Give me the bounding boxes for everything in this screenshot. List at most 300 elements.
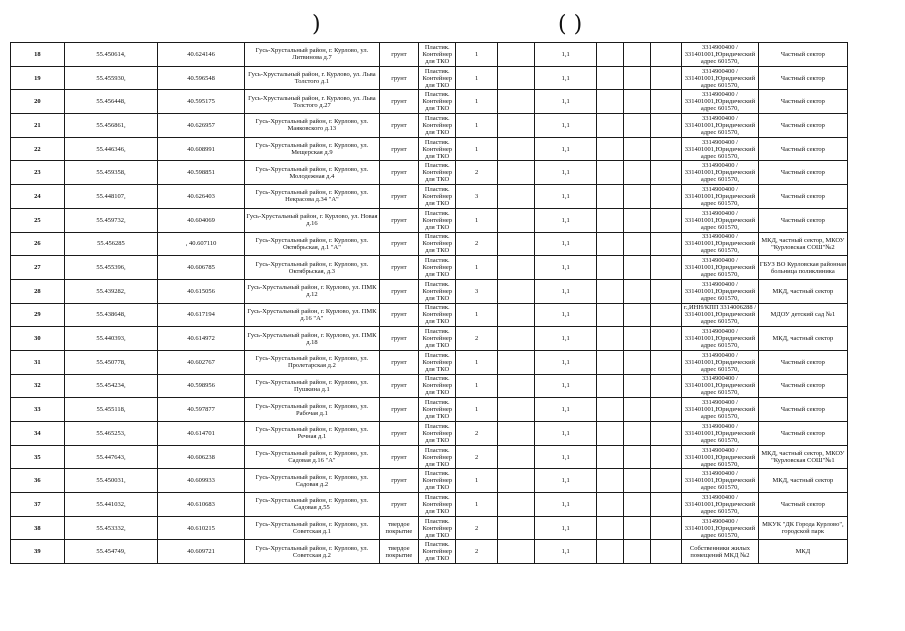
waste-source-cell: МКД, частный сектор	[758, 279, 847, 303]
empty-cell-c	[624, 208, 651, 232]
empty-cell-d	[651, 66, 682, 90]
empty-cell-b	[597, 303, 624, 327]
address-cell: Гусь-Хрустальный район, г. Курлово, ул. Пушкина д.1	[245, 374, 380, 398]
table-row	[11, 90, 848, 114]
empty-cell-b	[597, 114, 624, 138]
waste-source-cell: МКД, частный сектор	[758, 469, 847, 493]
empty-cell-d	[651, 232, 682, 256]
address-cell: Гусь-Хрустальный район, г. Курлово, ул. Октябрьская, д.3	[245, 256, 380, 280]
container-type-cell: Пластик. Контейнер для ТКО	[419, 374, 456, 398]
empty-cell-d	[651, 185, 682, 209]
container-count-cell: 1	[456, 398, 497, 422]
container-count-cell: 1	[456, 114, 497, 138]
empty-cell-c	[624, 256, 651, 280]
waste-source-cell: Частный сектор	[758, 185, 847, 209]
longitude-cell: 40.614972	[158, 327, 245, 351]
empty-cell-d	[651, 208, 682, 232]
empty-cell-b	[597, 256, 624, 280]
empty-cell-d	[651, 327, 682, 351]
surface-cell: грунт	[379, 327, 418, 351]
longitude-cell: 40.610683	[158, 493, 245, 517]
container-volume-cell: 1,1	[535, 256, 597, 280]
container-type-cell: Пластик. Контейнер для ТКО	[419, 161, 456, 185]
waste-source-cell: Частный сектор	[758, 398, 847, 422]
surface-cell: грунт	[379, 256, 418, 280]
row-number: 25	[11, 208, 65, 232]
address-cell: Гусь-Хрустальный район, г. Курлово, ул. Садовая д.2	[245, 469, 380, 493]
surface-cell: грунт	[379, 161, 418, 185]
waste-source-cell: МКД, частный сектор	[758, 327, 847, 351]
latitude-cell: 55.448107,	[64, 185, 157, 209]
container-count-cell: 1	[456, 66, 497, 90]
longitude-cell: 40.626957	[158, 114, 245, 138]
empty-cell-c	[624, 114, 651, 138]
empty-cell-d	[651, 256, 682, 280]
empty-cell-d	[651, 374, 682, 398]
address-cell: Гусь-Хрустальный район, г. Курлово, ул. Льва Толстого д.1	[245, 66, 380, 90]
empty-cell-c	[624, 161, 651, 185]
empty-cell-b	[597, 43, 624, 67]
table-row	[11, 66, 848, 90]
waste-source-cell: МКД, частный сектор, МКОУ "Курловская СОШ"№1	[758, 445, 847, 469]
container-count-cell: 2	[456, 161, 497, 185]
table-row	[11, 327, 848, 351]
container-count-cell: 2	[456, 327, 497, 351]
empty-cell-a	[497, 185, 534, 209]
address-cell: Гусь-Хрустальный район, г. Курлово, ул. Литвинова д.7	[245, 43, 380, 67]
container-volume-cell: 1,1	[535, 43, 597, 67]
waste-source-cell: МКД, частный сектор, МКОУ "Курловская СОШ"№2	[758, 232, 847, 256]
empty-cell-b	[597, 66, 624, 90]
scan-mark-right: ( )	[558, 12, 583, 37]
surface-cell: грунт	[379, 114, 418, 138]
empty-cell-c	[624, 303, 651, 327]
address-cell: Гусь-Хрустальный район, г. Курлово, ул. Речная д.1	[245, 422, 380, 446]
empty-cell-b	[597, 422, 624, 446]
container-count-cell: 1	[456, 43, 497, 67]
table-row	[11, 161, 848, 185]
longitude-cell: 40.606238	[158, 445, 245, 469]
container-volume-cell: 1,1	[535, 327, 597, 351]
container-type-cell: Пластик. Контейнер для ТКО	[419, 185, 456, 209]
container-count-cell: 2	[456, 422, 497, 446]
container-type-cell: Пластик. Контейнер для ТКО	[419, 493, 456, 517]
container-type-cell: Пластик. Контейнер для ТКО	[419, 398, 456, 422]
empty-cell-a	[497, 422, 534, 446]
empty-cell-b	[597, 208, 624, 232]
table-row	[11, 398, 848, 422]
table-row	[11, 114, 848, 138]
table-row	[11, 540, 848, 564]
address-cell: Гусь-Хрустальный район, г. Курлово, ул. Советская д.1	[245, 516, 380, 540]
address-cell: Гусь-Хрустальный район, г. Курлово, ул. Льва Толстого д.27	[245, 90, 380, 114]
longitude-cell: 40.598956	[158, 374, 245, 398]
owner-cell: 3314900400 / 331401001,Юридический адрес 601570,	[682, 422, 759, 446]
latitude-cell: 55.447643,	[64, 445, 157, 469]
empty-cell-c	[624, 469, 651, 493]
waste-source-cell: Частный сектор	[758, 208, 847, 232]
latitude-cell: 55.453332,	[64, 516, 157, 540]
container-count-cell: 3	[456, 279, 497, 303]
empty-cell-a	[497, 137, 534, 161]
empty-cell-d	[651, 114, 682, 138]
latitude-cell: 55.465253,	[64, 422, 157, 446]
table-row	[11, 185, 848, 209]
row-number: 20	[11, 90, 65, 114]
empty-cell-d	[651, 350, 682, 374]
latitude-cell: 55.455930,	[64, 66, 157, 90]
owner-cell: г.,ИНН/КПП 3314006288 / 331401001,Юридический адрес 601570,	[682, 303, 759, 327]
latitude-cell: 55.455118,	[64, 398, 157, 422]
address-cell: Гусь-Хрустальный район, г. Курлово, ул. Новая д.16	[245, 208, 380, 232]
container-volume-cell: 1,1	[535, 469, 597, 493]
owner-cell: 3314900400 / 331401001,Юридический адрес 601570,	[682, 161, 759, 185]
owner-cell: 3314900400 / 331401001,Юридический адрес 601570,	[682, 374, 759, 398]
container-volume-cell: 1,1	[535, 303, 597, 327]
waste-sites-table	[10, 42, 848, 564]
surface-cell: грунт	[379, 350, 418, 374]
container-type-cell: Пластик. Контейнер для ТКО	[419, 445, 456, 469]
longitude-cell: 40.609933	[158, 469, 245, 493]
empty-cell-c	[624, 327, 651, 351]
row-number: 23	[11, 161, 65, 185]
container-volume-cell: 1,1	[535, 279, 597, 303]
surface-cell: грунт	[379, 445, 418, 469]
waste-source-cell: МКУК "ДК Города Курлово", городской парк	[758, 516, 847, 540]
latitude-cell: 55.450614,	[64, 43, 157, 67]
container-volume-cell: 1,1	[535, 232, 597, 256]
latitude-cell: 55.439282,	[64, 279, 157, 303]
longitude-cell: 40.614701	[158, 422, 245, 446]
surface-cell: грунт	[379, 422, 418, 446]
latitude-cell: 55.446346,	[64, 137, 157, 161]
surface-cell: грунт	[379, 374, 418, 398]
empty-cell-c	[624, 445, 651, 469]
owner-cell: 3314900400 / 331401001,Юридический адрес 601570,	[682, 256, 759, 280]
empty-cell-a	[497, 374, 534, 398]
address-cell: Гусь-Хрустальный район, г. Курлово, ул. Мещерская д.9	[245, 137, 380, 161]
empty-cell-d	[651, 445, 682, 469]
container-count-cell: 3	[456, 185, 497, 209]
table-row	[11, 137, 848, 161]
empty-cell-b	[597, 279, 624, 303]
empty-cell-b	[597, 350, 624, 374]
empty-cell-c	[624, 422, 651, 446]
empty-cell-b	[597, 398, 624, 422]
empty-cell-a	[497, 398, 534, 422]
container-count-cell: 2	[456, 516, 497, 540]
waste-source-cell: Частный сектор	[758, 66, 847, 90]
empty-cell-b	[597, 469, 624, 493]
empty-cell-c	[624, 540, 651, 564]
empty-cell-a	[497, 350, 534, 374]
waste-source-cell: Частный сектор	[758, 90, 847, 114]
latitude-cell: 55.456285	[64, 232, 157, 256]
address-cell: Гусь-Хрустальный район, г. Курлово, ул. Молодежная д.4	[245, 161, 380, 185]
empty-cell-a	[497, 516, 534, 540]
row-number: 26	[11, 232, 65, 256]
latitude-cell: 55.459358,	[64, 161, 157, 185]
longitude-cell: 40.615056	[158, 279, 245, 303]
empty-cell-d	[651, 90, 682, 114]
container-type-cell: Пластик. Контейнер для ТКО	[419, 137, 456, 161]
address-cell: Гусь-Хрустальный район, г. Курлово, ул. Маяковского д.13	[245, 114, 380, 138]
surface-cell: грунт	[379, 232, 418, 256]
container-count-cell: 2	[456, 540, 497, 564]
surface-cell: грунт	[379, 90, 418, 114]
container-type-cell: Пластик. Контейнер для ТКО	[419, 90, 456, 114]
table-row	[11, 445, 848, 469]
address-cell: Гусь-Хрустальный район, г. Курлово, ул. Садовая д.16 "А"	[245, 445, 380, 469]
empty-cell-b	[597, 374, 624, 398]
empty-cell-b	[597, 445, 624, 469]
empty-cell-b	[597, 232, 624, 256]
container-type-cell: Пластик. Контейнер для ТКО	[419, 350, 456, 374]
address-cell: Гусь-Хрустальный район, г. Курлово, ул. Октябрьская, д.1 "А"	[245, 232, 380, 256]
empty-cell-c	[624, 279, 651, 303]
container-count-cell: 1	[456, 208, 497, 232]
empty-cell-c	[624, 43, 651, 67]
empty-cell-d	[651, 469, 682, 493]
surface-cell: грунт	[379, 208, 418, 232]
empty-cell-c	[624, 516, 651, 540]
owner-cell: Собственники жилых помещений МКД №2	[682, 540, 759, 564]
address-cell: Гусь-Хрустальный район, г. Курлово, ул. Некрасова д.34 "А"	[245, 185, 380, 209]
surface-cell: грунт	[379, 66, 418, 90]
container-volume-cell: 1,1	[535, 516, 597, 540]
owner-cell: 3314900400 / 331401001,Юридический адрес 601570,	[682, 208, 759, 232]
longitude-cell: 40.596548	[158, 66, 245, 90]
empty-cell-c	[624, 493, 651, 517]
empty-cell-c	[624, 232, 651, 256]
container-type-cell: Пластик. Контейнер для ТКО	[419, 114, 456, 138]
empty-cell-d	[651, 161, 682, 185]
table-row	[11, 374, 848, 398]
longitude-cell: 40.598851	[158, 161, 245, 185]
container-count-cell: 2	[456, 445, 497, 469]
row-number: 31	[11, 350, 65, 374]
empty-cell-b	[597, 90, 624, 114]
container-volume-cell: 1,1	[535, 161, 597, 185]
container-count-cell: 1	[456, 137, 497, 161]
longitude-cell: 40.595175	[158, 90, 245, 114]
container-type-cell: Пластик. Контейнер для ТКО	[419, 43, 456, 67]
address-cell: Гусь-Хрустальный район, г. Курлово, ул. Советская д.2	[245, 540, 380, 564]
row-number: 33	[11, 398, 65, 422]
surface-cell: грунт	[379, 137, 418, 161]
empty-cell-b	[597, 516, 624, 540]
owner-cell: 3314900400 / 331401001,Юридический адрес 601570,	[682, 137, 759, 161]
container-volume-cell: 1,1	[535, 398, 597, 422]
row-number: 32	[11, 374, 65, 398]
container-count-cell: 1	[456, 350, 497, 374]
latitude-cell: 55.450031,	[64, 469, 157, 493]
empty-cell-c	[624, 137, 651, 161]
waste-source-cell: Частный сектор	[758, 137, 847, 161]
container-count-cell: 2	[456, 232, 497, 256]
container-type-cell: Пластик. Контейнер для ТКО	[419, 303, 456, 327]
latitude-cell: 55.456861,	[64, 114, 157, 138]
empty-cell-a	[497, 90, 534, 114]
container-type-cell: Пластик. Контейнер для ТКО	[419, 208, 456, 232]
table-row	[11, 350, 848, 374]
longitude-cell: 40.604069	[158, 208, 245, 232]
surface-cell: грунт	[379, 185, 418, 209]
container-count-cell: 1	[456, 256, 497, 280]
waste-source-cell: Частный сектор	[758, 161, 847, 185]
owner-cell: 3314900400 / 331401001,Юридический адрес 601570,	[682, 350, 759, 374]
empty-cell-a	[497, 232, 534, 256]
container-type-cell: Пластик. Контейнер для ТКО	[419, 256, 456, 280]
row-number: 28	[11, 279, 65, 303]
longitude-cell: 40.617194	[158, 303, 245, 327]
empty-cell-b	[597, 185, 624, 209]
latitude-cell: 55.441032,	[64, 493, 157, 517]
row-number: 29	[11, 303, 65, 327]
latitude-cell: 55.454749,	[64, 540, 157, 564]
row-number: 27	[11, 256, 65, 280]
surface-cell: грунт	[379, 398, 418, 422]
owner-cell: 3314900400 / 331401001,Юридический адрес 601570,	[682, 493, 759, 517]
empty-cell-d	[651, 279, 682, 303]
longitude-cell: 40.608991	[158, 137, 245, 161]
table-row	[11, 516, 848, 540]
container-volume-cell: 1,1	[535, 493, 597, 517]
container-volume-cell: 1,1	[535, 208, 597, 232]
waste-source-cell: Частный сектор	[758, 43, 847, 67]
address-cell: Гусь-Хрустальный район, г. Курлово, ул. Рабочая д.1	[245, 398, 380, 422]
surface-cell: грунт	[379, 469, 418, 493]
empty-cell-d	[651, 516, 682, 540]
container-type-cell: Пластик. Контейнер для ТКО	[419, 232, 456, 256]
longitude-cell: 40.606785	[158, 256, 245, 280]
empty-cell-a	[497, 208, 534, 232]
latitude-cell: 55.440393,	[64, 327, 157, 351]
waste-source-cell: Частный сектор	[758, 114, 847, 138]
table-row	[11, 303, 848, 327]
container-type-cell: Пластик. Контейнер для ТКО	[419, 469, 456, 493]
longitude-cell: , 40.607110	[158, 232, 245, 256]
empty-cell-c	[624, 90, 651, 114]
empty-cell-a	[497, 445, 534, 469]
waste-source-cell: Частный сектор	[758, 493, 847, 517]
table-row	[11, 493, 848, 517]
empty-cell-d	[651, 540, 682, 564]
row-number: 22	[11, 137, 65, 161]
table-row	[11, 43, 848, 67]
latitude-cell: 55.454234,	[64, 374, 157, 398]
surface-cell: грунт	[379, 303, 418, 327]
row-number: 35	[11, 445, 65, 469]
row-number: 19	[11, 66, 65, 90]
empty-cell-b	[597, 137, 624, 161]
container-volume-cell: 1,1	[535, 66, 597, 90]
table-row	[11, 232, 848, 256]
row-number: 39	[11, 540, 65, 564]
waste-source-cell: МДОУ детский сад №1	[758, 303, 847, 327]
empty-cell-d	[651, 43, 682, 67]
address-cell: Гусь-Хрустальный район, г. Курлово, ул. Пролетарская д.2	[245, 350, 380, 374]
empty-cell-a	[497, 469, 534, 493]
row-number: 21	[11, 114, 65, 138]
latitude-cell: 55.456448,	[64, 90, 157, 114]
empty-cell-c	[624, 66, 651, 90]
empty-cell-d	[651, 137, 682, 161]
row-number: 24	[11, 185, 65, 209]
owner-cell: 3314900400 / 331401001,Юридический адрес 601570,	[682, 114, 759, 138]
container-volume-cell: 1,1	[535, 422, 597, 446]
empty-cell-a	[497, 540, 534, 564]
container-volume-cell: 1,1	[535, 350, 597, 374]
row-number: 30	[11, 327, 65, 351]
table-row	[11, 422, 848, 446]
container-volume-cell: 1,1	[535, 114, 597, 138]
scan-mark-left: )	[312, 12, 321, 37]
row-number: 34	[11, 422, 65, 446]
longitude-cell: 40.597877	[158, 398, 245, 422]
row-number: 38	[11, 516, 65, 540]
owner-cell: 3314900400 / 331401001,Юридический адрес 601570,	[682, 398, 759, 422]
waste-source-cell: Частный сектор	[758, 422, 847, 446]
table-row	[11, 279, 848, 303]
surface-cell: грунт	[379, 493, 418, 517]
empty-cell-a	[497, 303, 534, 327]
container-volume-cell: 1,1	[535, 185, 597, 209]
container-volume-cell: 1,1	[535, 540, 597, 564]
owner-cell: 3314900400 / 331401001,Юридический адрес 601570,	[682, 279, 759, 303]
owner-cell: 3314900400 / 331401001,Юридический адрес 601570,	[682, 90, 759, 114]
empty-cell-a	[497, 327, 534, 351]
surface-cell: грунт	[379, 43, 418, 67]
waste-source-cell: Частный сектор	[758, 374, 847, 398]
container-count-cell: 1	[456, 493, 497, 517]
latitude-cell: 55.450778,	[64, 350, 157, 374]
longitude-cell: 40.609721	[158, 540, 245, 564]
owner-cell: 3314900400 / 331401001,Юридический адрес 601570,	[682, 516, 759, 540]
empty-cell-c	[624, 374, 651, 398]
longitude-cell: 40.602767	[158, 350, 245, 374]
table-row	[11, 469, 848, 493]
empty-cell-b	[597, 161, 624, 185]
owner-cell: 3314900400 / 331401001,Юридический адрес 601570,	[682, 66, 759, 90]
container-type-cell: Пластик. Контейнер для ТКО	[419, 279, 456, 303]
owner-cell: 3314900400 / 331401001,Юридический адрес 601570,	[682, 445, 759, 469]
empty-cell-d	[651, 398, 682, 422]
surface-cell: твердое покрытие	[379, 516, 418, 540]
latitude-cell: 55.438648,	[64, 303, 157, 327]
owner-cell: 3314900400 / 331401001,Юридический адрес 601570,	[682, 327, 759, 351]
longitude-cell: 40.610215	[158, 516, 245, 540]
surface-cell: твердое покрытие	[379, 540, 418, 564]
longitude-cell: 40.624146	[158, 43, 245, 67]
address-cell: Гусь-Хрустальный район, г. Курлово, ул. ПМК д.16 "А"	[245, 303, 380, 327]
container-count-cell: 1	[456, 303, 497, 327]
table-body	[11, 43, 848, 564]
waste-source-cell: ГБУЗ ВО Курловская районная больница поликлиника	[758, 256, 847, 280]
owner-cell: 3314900400 / 331401001,Юридический адрес 601570,	[682, 232, 759, 256]
container-type-cell: Пластик. Контейнер для ТКО	[419, 516, 456, 540]
waste-source-cell: Частный сектор	[758, 350, 847, 374]
container-volume-cell: 1,1	[535, 445, 597, 469]
address-cell: Гусь-Хрустальный район, г. Курлово, ул. ПМК д.18	[245, 327, 380, 351]
empty-cell-a	[497, 43, 534, 67]
address-cell: Гусь-Хрустальный район, г. Курлово, ул. ПМК д.12	[245, 279, 380, 303]
empty-cell-b	[597, 540, 624, 564]
surface-cell: грунт	[379, 279, 418, 303]
empty-cell-a	[497, 66, 534, 90]
container-type-cell: Пластик. Контейнер для ТКО	[419, 327, 456, 351]
empty-cell-d	[651, 493, 682, 517]
